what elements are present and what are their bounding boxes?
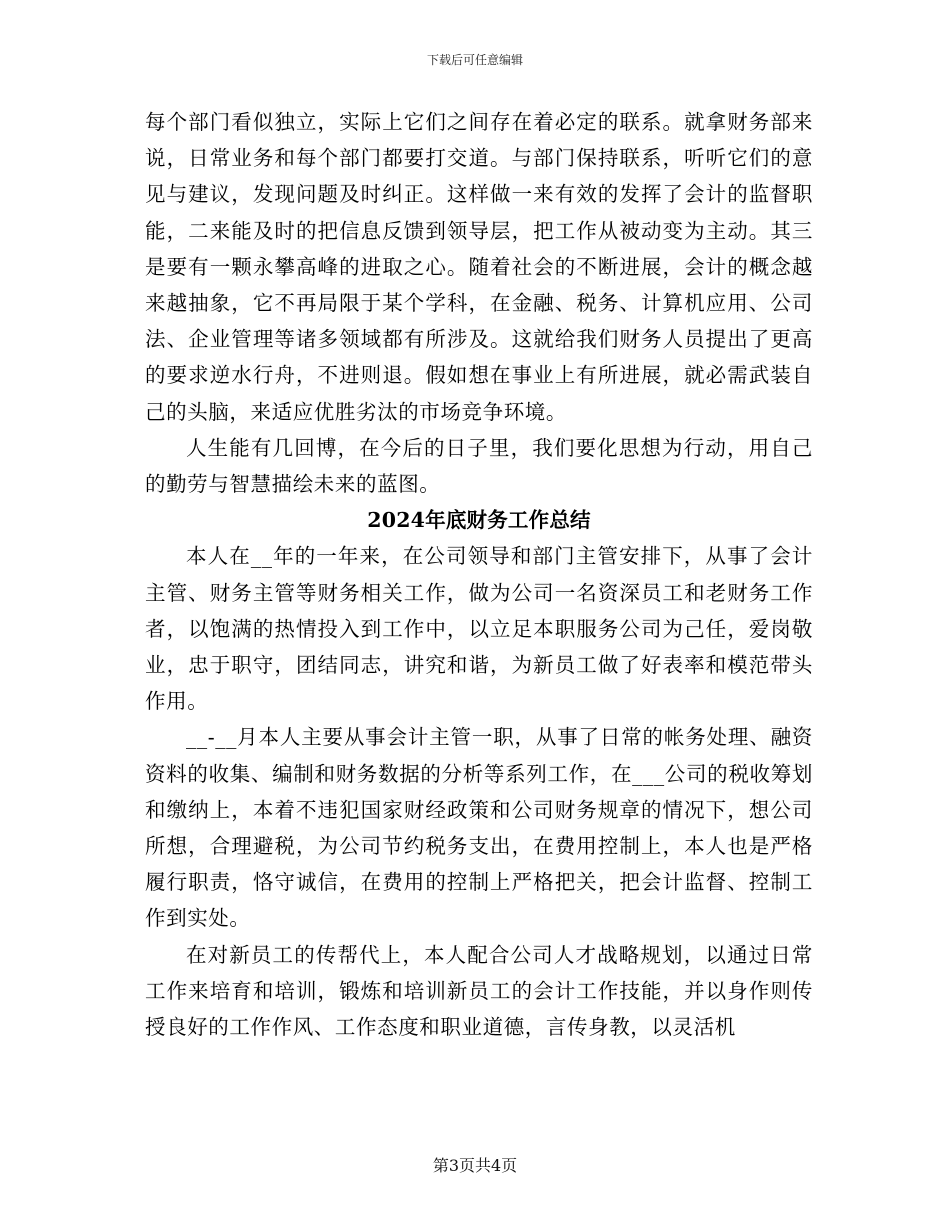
section-paragraph-2: __-__月本人主要从事会计主管一职，从事了日常的帐务处理、融资资料的收集、编制和财务数据的分析等系列工作，在___公司的税收筹划和缴纳上，本着不违犯国家财经政策和公司财务规章的情况下，想公司所想，合理避税，为公司节约税务支出，在费用控制上，本人也是严格履行职责，恪守诚信，在费用的控制上严格把关，把会计监督、控制工作到实处。 (145, 725, 813, 931)
page-number: 第3页共4页 (432, 1156, 518, 1175)
section-paragraph-1: 本人在__年的一年来，在公司领导和部门主管安排下，从事了会计主管、财务主管等财务相关工作，做为公司一名资深员工和老财务工作者，以饱满的热情投入到工作中，以立足本职服务公司为己任，爱岗敬业，忠于职守，团结同志，讲究和谐，为新员工做了好表率和模范带头作用。 (145, 544, 813, 714)
section-paragraph-3: 在对新员工的传帮代上，本人配合公司人才战略规划，以通过日常工作来培育和培训，锻炼和培训新员工的会计工作技能，并以身作则传授良好的工作作风、工作态度和职业道德，言传身教，以灵活机 (145, 942, 813, 1040)
document-body (145, 104, 813, 1045)
section-title: 2024年底财务工作总结 (367, 508, 591, 533)
page-header: 下载后可任意编辑 (426, 53, 523, 67)
paragraph-closing: 人生能有几回博，在今后的日子里，我们要化思想为行动，用自己的勤劳与智慧描绘未来的蓝图。 (145, 435, 813, 497)
paragraph-continued: 每个部门看似独立，实际上它们之间存在着必定的联系。就拿财务部来说，日常业务和每个部门都要打交道。与部门保持联系，听听它们的意见与建议，发现问题及时纠正。这样做一来有效的发挥了会计的监督职能，二来能及时的把信息反馈到领导层，把工作从被动变为主动。其三是要有一颗永攀高峰的进取之心。随着社会的不断进展，会计的概念越来越抽象，它不再局限于某个学科，在金融、税务、计算机应用、公司法、企业管理等诸多领域都有所涉及。这就给我们财务人员提出了更高的要求逆水行舟，不进则退。假如想在事业上有所进展，就必需武装自己的头脑，来适应优胜劣汰的市场竞争环境。 (145, 110, 813, 424)
